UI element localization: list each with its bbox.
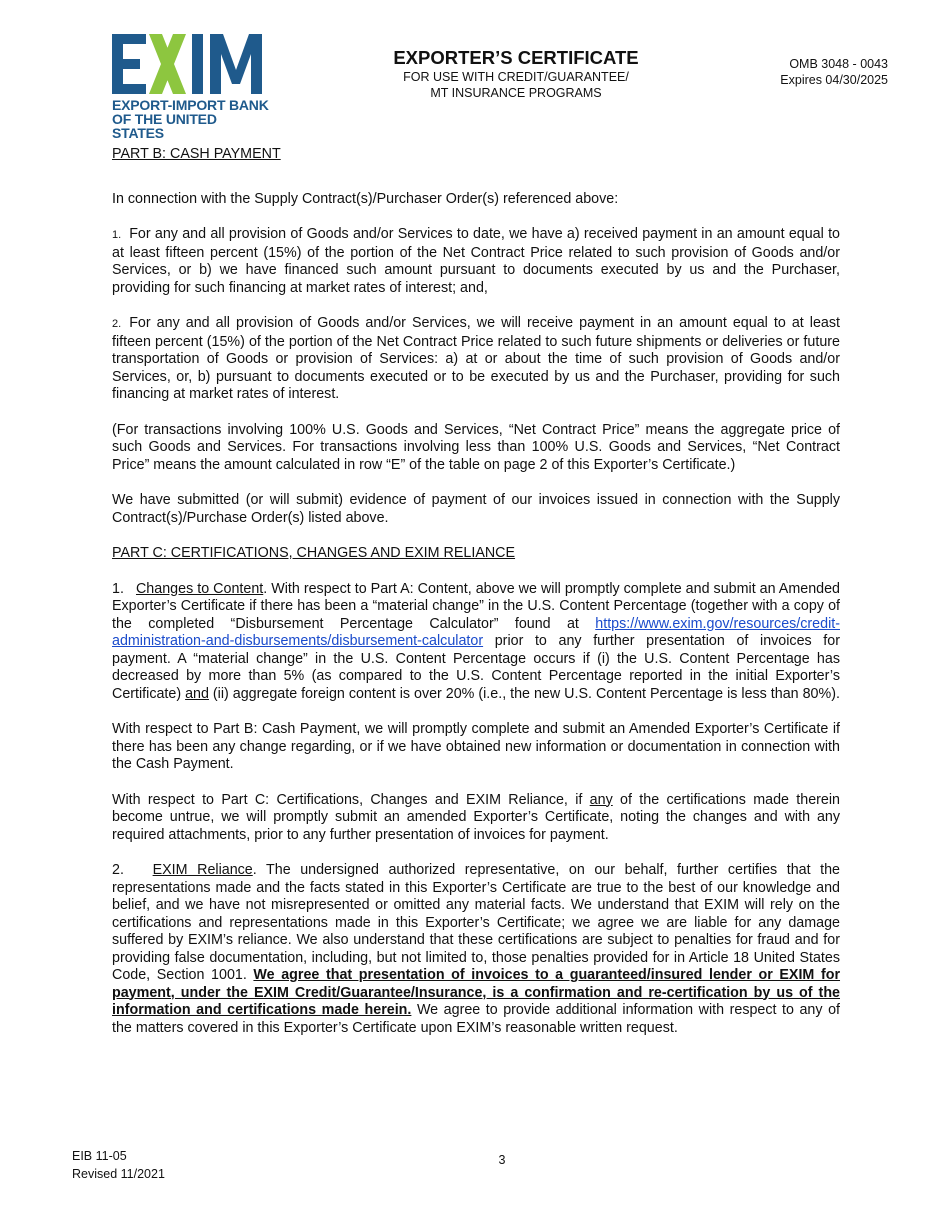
document-subtitle-line2: MT INSURANCE PROGRAMS xyxy=(430,86,602,100)
part-c-heading: PART C: CERTIFICATIONS, CHANGES AND EXIM RELIANCE xyxy=(112,545,516,561)
omb-number: OMB 3048 - 0043 xyxy=(789,57,888,71)
part-c-item-2-bold-statement: We agree that presentation of invoices to a guaranteed/insured lender or EXIM for payment, under the EXIM Credit/Guarantee/Insurance, is a confirmation and re-certification by us of the information and certifications made herein. xyxy=(112,967,841,1018)
part-c-item-2-number: 2. xyxy=(112,862,124,878)
part-c-item-1-text-b: prior to any further presentation of invoices for payment. A “material change” in the U.S. Content Percentage occurs if (i) the U.S. Content Percentage has decreased by more than 5% (as compared to the U.S. Content Percentage reported in the initial Exporter’s Certificate) xyxy=(112,633,840,702)
part-b-amendment-paragraph: With respect to Part B: Cash Payment, we will promptly complete and submit an Amended Exporter’s Certificate if there has been any change regarding, or if we have obtained new information or documentation in connection with the Cash Payment. xyxy=(112,721,840,772)
net-contract-price-note: (For transactions involving 100% U.S. Goods and Services, “Net Contract Price” means the aggregate price of such Goods and Services. For transactions involving less than 100% U.S. Goods and Services, “Net Contract Price” means the amount calculated in row “E” of the table on page 2 of this Exporter’s Certificate.) xyxy=(112,421,840,473)
part-c-amendment-paragraph xyxy=(112,792,840,845)
part-b-item-1 xyxy=(112,226,840,297)
logo-sub-line1: EXPORT-IMPORT BANK xyxy=(112,97,269,113)
exim-reliance-title: EXIM Reliance xyxy=(152,862,253,878)
part-b-item-1-text: For any and all provision of Goods and/or Services to date, we have a) received payment in an amount equal to at least fifteen percent (15%) of the portion of the Net Contract Price related to such provision of Goods and/or Services, or b) we have financed such amount pursuant to documents executed by us and the Purchaser, providing for such financing at market rates of interest; and, xyxy=(112,226,840,296)
form-number: EIB 11-05 xyxy=(72,1149,127,1163)
part-c-para-text-b: of the certifications made therein become untrue, we will promptly submit an amended Exporter’s Certificate, noting the changes and with any required attachments, prior to any further presentation of invoices for payment. xyxy=(112,791,840,843)
page-number: 3 xyxy=(498,1153,506,1167)
omb-info xyxy=(780,56,888,88)
part-b-intro: In connection with the Supply Contract(s)/Purchaser Order(s) referenced above: xyxy=(112,190,619,207)
exim-logo xyxy=(112,32,272,140)
logo-sub-line2: OF THE UNITED STATES xyxy=(112,111,217,141)
exim-logo-mark xyxy=(112,32,272,96)
part-b-item-2 xyxy=(112,315,840,404)
part-c-item-2 xyxy=(112,862,840,1037)
part-c-item-1 xyxy=(112,581,840,704)
evidence-of-payment: We have submitted (or will submit) evidence of payment of our invoices issued in connection with the Supply Contract(s)/Purchase Order(s) listed above. xyxy=(112,492,840,526)
part-b-item-2-text: For any and all provision of Goods and/or Services, we will receive payment in an amount equal to at least fifteen percent (15%) of the portion of the Net Contract Price related to such future shipments or deliveries or future transportation of Goods or provision of Services: a) at or about the time of such provision of Goods and/or Services, or, b) pursuant to documents executed or to be executed by us and the Purchaser, providing for such financing at market rates of interest. xyxy=(112,315,840,402)
part-c-item-1-number: 1. xyxy=(112,580,124,597)
part-c-para-text-a: With respect to Part C: Certifications, Changes and EXIM Reliance, if xyxy=(112,791,590,808)
document-body xyxy=(112,146,840,1037)
part-c-item-1-and: and xyxy=(185,685,209,702)
revision-date: Revised 11/2021 xyxy=(72,1167,165,1181)
part-b-heading: PART B: CASH PAYMENT xyxy=(112,146,281,162)
logo-subtitle xyxy=(112,98,272,140)
part-c-item-1-text-a: . With respect to Part A: Content, above we will promptly complete and submit an Amended Exporter’s Certificate if there has been a “material change” in the U.S. Content Percentage (together with a copy of the completed “Disbursement Percentage Calculator” found at xyxy=(112,580,841,632)
changes-to-content-title: Changes to Content xyxy=(135,580,264,597)
part-c-item-1-text-c: (ii) aggregate foreign content is over 20% (i.e., the new U.S. Content Percentage is less than 80%). xyxy=(208,685,840,702)
part-c-item-2-text: . The undersigned authorized representative, on our behalf, further certifies that the representations made and the facts stated in this Exporter’s Certificate are true to the best of our knowledge and belief, and we have not misrepresented or omitted any material facts. We understand that EXIM will rely on the certifications and representations made in this Exporter’s Certificate; we agree we are liable for any damage suffered by EXIM’s reliance. We also understand that these certifications are subject to penalties for fraud and for providing false documentation, including, but not limited to, those penalties provided for in Article 18 United States Code, Section 1001. xyxy=(112,862,840,983)
part-b-item-2-number: 2. xyxy=(112,318,122,330)
part-b-item-1-number: 1. xyxy=(112,229,122,241)
document-title: EXPORTER’S CERTIFICATE xyxy=(393,47,639,68)
disbursement-calculator-link[interactable]: https://www.exim.gov/resources/credit-administration-and-disbursements/disbursement-calculator xyxy=(112,615,840,649)
document-subtitle-line1: FOR USE WITH CREDIT/GUARANTEE/ xyxy=(403,70,629,84)
expiration-date: Expires 04/30/2025 xyxy=(780,73,888,87)
part-c-item-2-tail: We agree to provide additional information with respect to any of the matters covered in this Exporter’s Certificate upon EXIM’s reasonable written request. xyxy=(112,1002,840,1036)
footer-form-info xyxy=(72,1147,165,1183)
part-c-para-any: any xyxy=(589,791,613,808)
document-header xyxy=(380,47,652,101)
